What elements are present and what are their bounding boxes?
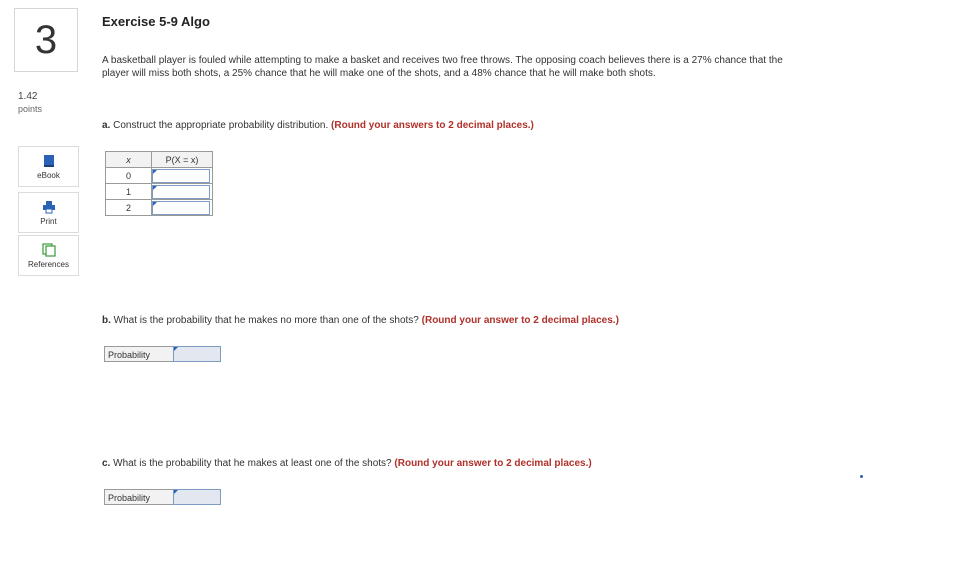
ebook-label: eBook xyxy=(37,170,60,180)
p-cell xyxy=(152,168,213,184)
part-c-field-label: Probability xyxy=(104,489,174,505)
ebook-button[interactable] xyxy=(18,146,79,187)
x-value: 0 xyxy=(106,168,152,184)
cursor-dot xyxy=(860,475,863,478)
p-cell xyxy=(152,200,213,216)
p-input-0[interactable] xyxy=(152,169,210,183)
flag-icon xyxy=(174,490,178,494)
table-row xyxy=(106,184,213,200)
references-button[interactable] xyxy=(18,235,79,276)
printer-icon xyxy=(42,200,56,214)
print-button[interactable] xyxy=(18,192,79,233)
part-b-answer-row xyxy=(104,346,221,362)
table-row xyxy=(106,200,213,216)
question-number xyxy=(14,8,78,72)
header-x: x xyxy=(106,152,152,168)
part-c-rounding: (Round your answer to 2 decimal places.) xyxy=(394,458,592,469)
part-b-probability-input[interactable] xyxy=(173,346,221,362)
references-icon xyxy=(42,243,56,257)
print-label: Print xyxy=(40,216,57,226)
part-a-text: Construct the appropriate probability distribution. xyxy=(113,120,329,131)
part-c-answer-row xyxy=(104,489,221,505)
part-b-lead: b. xyxy=(102,315,111,326)
table-header-row xyxy=(106,152,213,168)
probability-distribution-table xyxy=(105,151,213,216)
part-c-probability-input[interactable] xyxy=(173,489,221,505)
p-input-1[interactable] xyxy=(152,185,210,199)
p-input-2[interactable] xyxy=(152,201,210,215)
references-label: References xyxy=(28,259,69,269)
part-a-instruction xyxy=(102,120,534,131)
p-cell xyxy=(152,184,213,200)
x-value: 2 xyxy=(106,200,152,216)
table-row xyxy=(106,168,213,184)
flag-icon xyxy=(174,347,178,351)
exercise-title: Exercise 5-9 Algo xyxy=(102,14,210,29)
part-b-rounding: (Round your answer to 2 decimal places.) xyxy=(421,315,619,326)
points-label: points xyxy=(18,104,43,114)
part-b-field-label: Probability xyxy=(104,346,174,362)
flag-icon xyxy=(153,186,157,190)
part-a-lead: a. xyxy=(102,120,111,131)
book-icon xyxy=(43,154,55,168)
part-a-rounding: (Round your answers to 2 decimal places.) xyxy=(331,120,534,131)
part-b-text: What is the probability that he makes no more than one of the shots? xyxy=(113,315,419,326)
x-value: 1 xyxy=(106,184,152,200)
part-b-instruction xyxy=(102,315,619,326)
points-value: 1.42 xyxy=(18,91,38,102)
header-p: P(X = x) xyxy=(152,152,213,168)
part-c-instruction xyxy=(102,458,592,469)
flag-icon xyxy=(153,170,157,174)
flag-icon xyxy=(153,202,157,206)
question-prompt: A basketball player is fouled while attempting to make a basket and receives two free throws. The opposing coach believes there is a 27% chance that the player will miss both shots, a 25% chance that he will make one of the shots, and a 48% chance that he will make both shots. xyxy=(102,55,783,79)
part-c-text: What is the probability that he makes at least one of the shots? xyxy=(113,458,392,469)
question-number-text: 3 xyxy=(34,17,58,62)
part-c-lead: c. xyxy=(102,458,111,469)
points-info xyxy=(18,91,42,115)
